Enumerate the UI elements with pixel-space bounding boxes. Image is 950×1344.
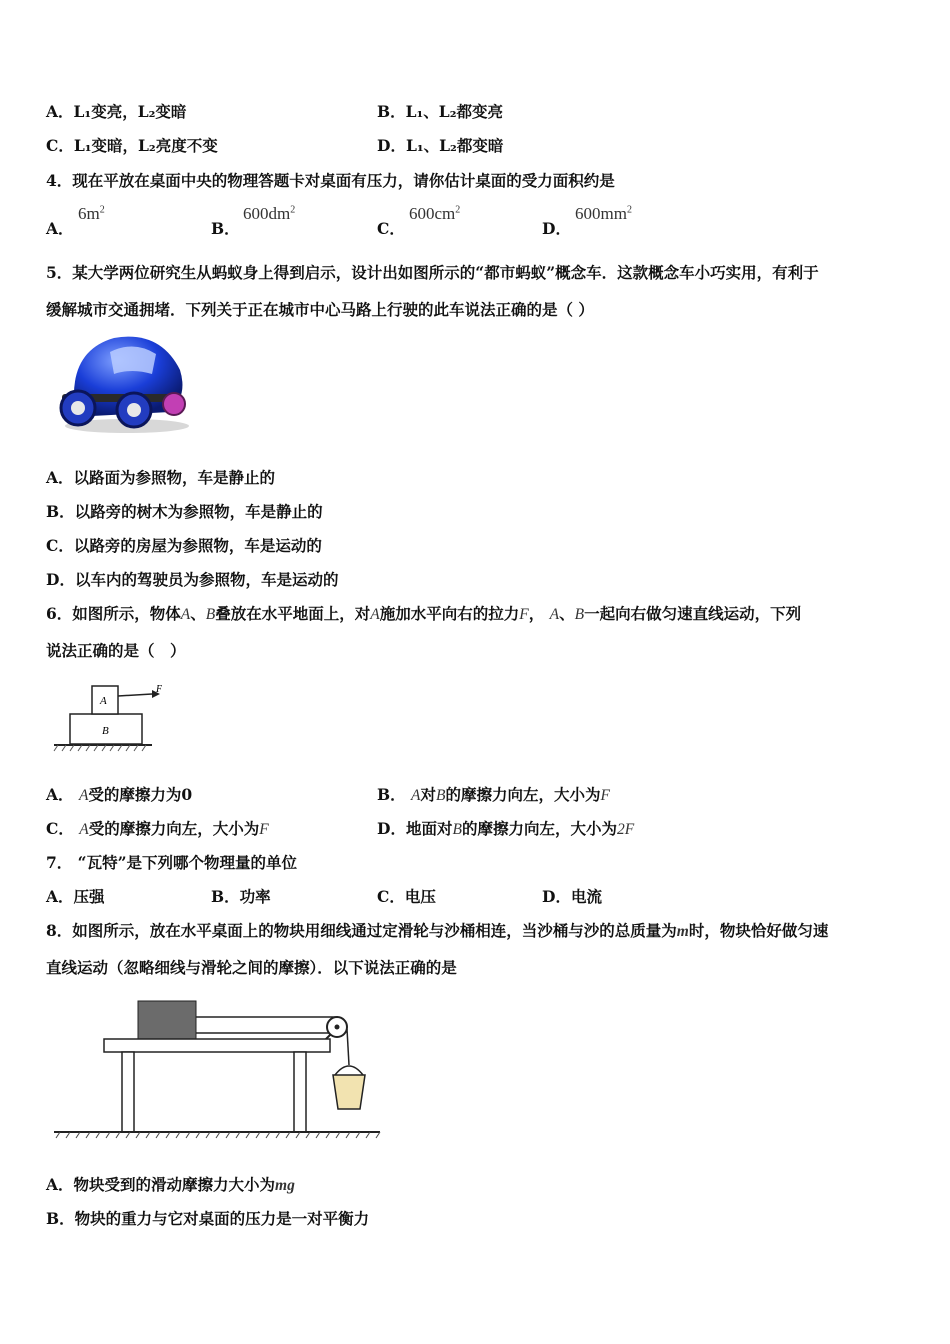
q7-option-a: A．压强 [46, 887, 105, 906]
q7-stem: 7． “瓦特”是下列哪个物理量的单位 [46, 853, 298, 872]
q5-option-a: A．以路面为参照物，车是静止的 [46, 468, 276, 487]
q6-stem-line2: 说法正确的是（ ） [46, 641, 186, 660]
q5-option-b: B．以路旁的树木为参照物，车是静止的 [46, 502, 323, 521]
q8-stem-line1: 8．如图所示，放在水平桌面上的物块用细线通过定滑轮与沙桶相连，当沙桶与沙的总质量为m时，物块恰好做匀速 [46, 921, 829, 940]
q5-option-d: D．以车内的驾驶员为参照物，车是运动的 [46, 570, 339, 589]
figure-label-a: A [100, 695, 107, 707]
q6-stem-line1: 6．如图所示，物体A、B叠放在水平地面上，对A施加水平向右的拉力F， A、B一起向右做匀速直线运动，下列 [46, 604, 802, 623]
q4-option-c-letter: C． [377, 219, 405, 238]
q4-option-b-value: $600dm^2$ [243, 204, 296, 223]
q4-option-d-value: $600mm^2$ [575, 204, 632, 223]
q5-stem-line2: 缓解城市交通拥堵．下列关于正在城市中心马路上行驶的此车说法正确的是（ ） [46, 300, 594, 319]
figure-label-b: B [102, 725, 109, 737]
q4-option-a-letter: A． [46, 219, 74, 238]
q3-option-b: B．L₁、L₂都变亮 [377, 102, 503, 121]
q4-option-d-letter: D． [542, 219, 571, 238]
q6-option-c: C． A受的摩擦力向左，大小为F [46, 819, 269, 838]
q8-option-a: A．物块受到的滑动摩擦力大小为mg [46, 1175, 295, 1194]
q4-stem: 4．现在平放在桌面中央的物理答题卡对桌面有压力，请你估计桌面的受力面积约是 [46, 171, 615, 190]
q5-stem-line1: 5．某大学两位研究生从蚂蚁身上得到启示，设计出如图所示的“都市蚂蚁”概念车．这款概念车小巧实用，有利于 [46, 263, 819, 282]
q7-option-c: C．电压 [377, 887, 436, 906]
q6-option-b: B． A对B的摩擦力向左，大小为F [377, 785, 610, 804]
q7-option-b: B．功率 [211, 887, 271, 906]
q7-option-d: D．电流 [542, 887, 602, 906]
concept-car-image [52, 330, 192, 434]
stacked-blocks-figure [52, 680, 162, 754]
q3-option-a: A．L₁变亮，L₂变暗 [46, 102, 187, 121]
q4-option-a-value: $6m^2$ [78, 204, 105, 223]
q6-option-d: D．地面对B的摩擦力向左，大小为2F [377, 819, 635, 838]
q8-stem-line2: 直线运动（忽略细线与滑轮之间的摩擦）．以下说法正确的是 [46, 958, 457, 977]
figure-label-f: F [156, 684, 162, 695]
q5-option-c: C．以路旁的房屋为参照物，车是运动的 [46, 536, 322, 555]
q4-option-c-value: $600cm^2$ [409, 204, 461, 223]
q6-option-a: A． A受的摩擦力为0 [46, 785, 193, 804]
q3-option-c: C．L₁变暗，L₂亮度不变 [46, 136, 218, 155]
q8-option-b: B．物块的重力与它对桌面的压力是一对平衡力 [46, 1209, 370, 1228]
pulley-table-figure [52, 995, 384, 1141]
q4-option-b-letter: B． [211, 219, 240, 238]
q3-option-d: D．L₁、L₂都变暗 [377, 136, 504, 155]
